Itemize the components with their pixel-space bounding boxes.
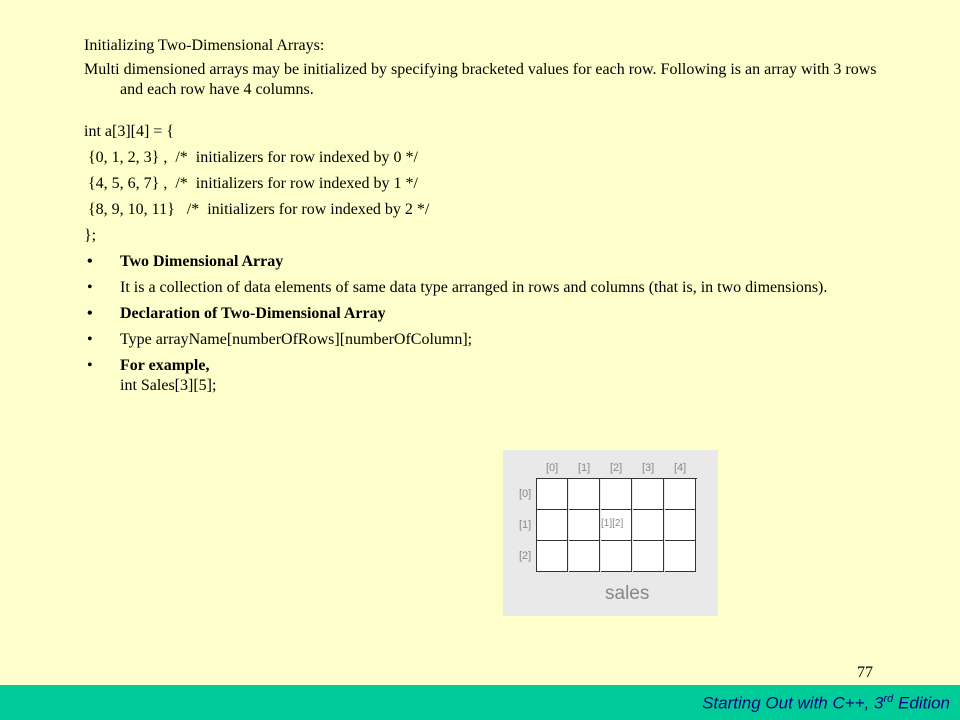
cell-index-label: [1][2] [601,518,624,529]
array-cell [537,510,568,541]
code-line: {8, 9, 10, 11} /* initializers for row indexed by 2 */ [84,201,430,218]
col-label: [4] [674,462,687,474]
array-cell [601,541,632,572]
bullet-text: For example, [120,357,210,374]
col-label: [3] [642,462,655,474]
footer-text-main: Starting Out with C++, 3 [702,693,884,713]
intro-paragraph: Multi dimensioned arrays may be initialized by specifying bracketed values for each row. Following is an array with 3 rows and each row have 4 columns. [84,61,877,98]
footer-text-sup: rd [883,693,894,705]
array-cell [569,510,600,541]
row-label: [0] [519,488,532,500]
array-cell [633,479,664,510]
array-cell [537,541,568,572]
bullet-item [84,330,884,350]
bullet-text: Type arrayName[numberOfRows][numberOfColumn]; [120,331,473,348]
array-cell [569,541,600,572]
array-cell [537,479,568,510]
code-line: }; [84,227,97,244]
col-label: [1] [578,462,591,474]
bullet-text: Declaration of Two-Dimensional Array [120,305,386,322]
slide-content [84,36,884,396]
bullet-text: It is a collection of data elements of same data type arranged in rows and columns (that is, in two dimensions). [120,279,828,296]
bullet-icon: • [87,331,93,348]
array-grid [536,478,697,572]
array-cell [569,479,600,510]
bullet-item [84,252,884,272]
bullet-item [84,304,884,324]
footer-text-suffix: Edition [893,693,950,713]
bullet-text: Two Dimensional Array [120,253,284,270]
array-cell [665,479,696,510]
col-label: [0] [546,462,559,474]
row-label: [2] [519,550,532,562]
page-number: 77 [857,664,873,681]
heading: Initializing Two-Dimensional Arrays: [84,37,325,54]
footer-title [702,693,950,714]
footer-bar [0,685,960,720]
array-cell-highlight [601,510,632,541]
bullet-icon: • [87,279,93,296]
bullet-icon: • [87,253,93,270]
row-label: [1] [519,519,532,531]
array-diagram [503,450,718,616]
array-cell [665,510,696,541]
bullet-item [84,356,884,396]
bullet-item [84,278,884,298]
array-cell [633,510,664,541]
code-line: int a[3][4] = { [84,123,175,140]
col-label: [2] [610,462,623,474]
bullet-icon: • [87,357,93,374]
code-line: {4, 5, 6, 7} , /* initializers for row indexed by 1 */ [84,175,418,192]
code-line: {0, 1, 2, 3} , /* initializers for row indexed by 0 */ [84,149,418,166]
bullet-subline: int Sales[3][5]; [120,377,217,394]
bullet-icon: • [87,305,93,322]
array-cell [665,541,696,572]
array-name-label: sales [605,583,650,604]
array-cell [601,479,632,510]
array-cell [633,541,664,572]
